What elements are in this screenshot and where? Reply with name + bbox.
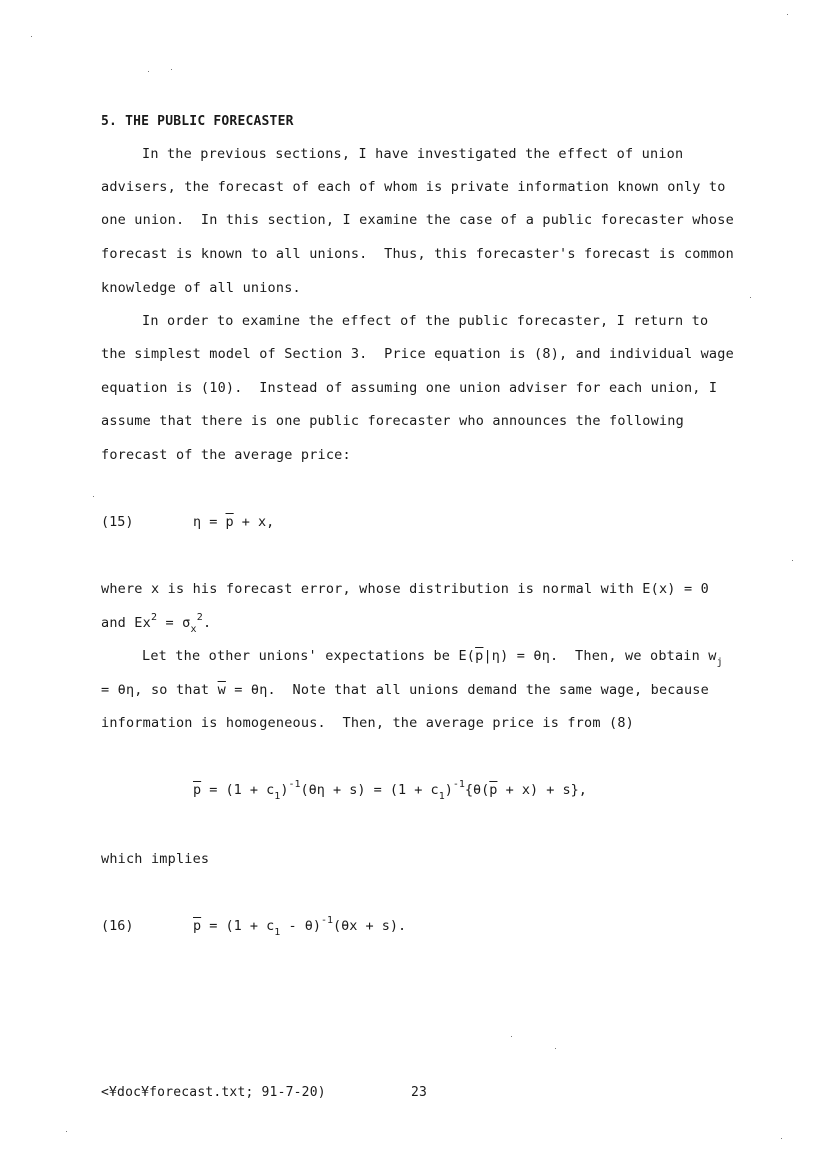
scan-speck — [148, 71, 149, 72]
p-bar: $\overline{p}$ — [225, 514, 234, 530]
text-line: information is homogeneous. Then, the average price is from (8) — [101, 715, 634, 731]
scan-speck — [787, 14, 788, 15]
equation-16 — [193, 915, 407, 938]
eq-text: + x, — [233, 514, 275, 530]
text-line: In order to examine the effect of the public forecaster, I return to — [142, 313, 709, 329]
superscript: -1 — [320, 915, 334, 926]
text-line: In the previous sections, I have investigated the effect of union — [142, 146, 684, 162]
text-span: and Ex — [101, 615, 151, 631]
superscript: -1 — [452, 779, 465, 790]
superscript: 2 — [196, 612, 203, 623]
text-line: advisers, the forecast of each of whom is private information known only to — [101, 179, 726, 195]
subscript: x — [190, 624, 197, 635]
text-line: equation is (10). Instead of assuming one union adviser for each union, I — [101, 380, 718, 396]
text-span: = σ — [157, 615, 191, 631]
text-span: |η) = θη. Then, we obtain w — [483, 648, 717, 664]
eq-text: (θx + s). — [333, 918, 407, 934]
scan-speck — [792, 560, 793, 561]
subscript: j — [716, 657, 723, 668]
text-line: forecast is known to all unions. Thus, this forecaster's forecast is common — [101, 246, 734, 262]
text-line: knowledge of all unions. — [101, 280, 301, 296]
text-line: one union. In this section, I examine the case of a public forecaster whose — [101, 212, 734, 228]
text-line — [101, 612, 212, 635]
scan-speck — [171, 69, 172, 70]
superscript: -1 — [288, 779, 301, 790]
scan-speck — [31, 36, 32, 37]
text-span: = θη. Note that all unions demand the same wage, because — [225, 682, 709, 698]
p-bar: $\overline{p}$ — [489, 782, 498, 798]
equation-average-price — [193, 779, 587, 802]
text-span: Let the other unions' expectations be E( — [142, 648, 476, 664]
w-bar: $\overline{w}$ — [217, 682, 226, 698]
p-bar: $\overline{p}$ — [193, 918, 202, 934]
subscript: 1 — [274, 927, 281, 938]
scan-speck — [93, 496, 94, 497]
eq-text: (θη + s) = (1 + c — [300, 782, 439, 798]
scan-speck — [750, 297, 751, 298]
eq-text: = (1 + c — [201, 918, 275, 934]
superscript: 2 — [150, 612, 158, 623]
text-span: . — [202, 615, 212, 631]
scan-speck — [511, 1036, 512, 1037]
eq-text: ) — [280, 782, 289, 798]
text-span: = θη, so that — [101, 682, 218, 698]
equation-number: (16) — [101, 918, 134, 934]
text-line — [101, 682, 709, 698]
scan-speck — [66, 1131, 67, 1132]
text-line: the simplest model of Section 3. Price equation is (8), and individual wage — [101, 346, 734, 362]
text-line: which implies — [101, 851, 210, 867]
subscript: 1 — [438, 791, 445, 802]
eq-text: = (1 + c — [201, 782, 275, 798]
page-number: 23 — [411, 1085, 428, 1100]
p-bar: $\overline{p}$ — [193, 782, 202, 798]
eq-text: - θ) — [280, 918, 321, 934]
text-line: assume that there is one public forecaster who announces the following — [101, 413, 684, 429]
eq-text: η = — [193, 514, 226, 530]
equation-number: (15) — [101, 514, 134, 530]
text-line: where x is his forecast error, whose distribution is normal with E(x) = 0 — [101, 581, 709, 597]
equation-15 — [193, 514, 274, 530]
text-line: forecast of the average price: — [101, 447, 351, 463]
subscript: 1 — [274, 791, 281, 802]
footer-filename: <¥doc¥forecast.txt; 91-7-20) — [101, 1085, 326, 1100]
scan-speck — [555, 1048, 556, 1049]
eq-text: + x) + s}, — [497, 782, 587, 798]
p-bar: $\overline{p}$ — [475, 648, 484, 664]
section-heading: 5. THE PUBLIC FORECASTER — [101, 114, 294, 129]
text-line — [142, 648, 723, 668]
eq-text: ) — [444, 782, 453, 798]
scan-speck — [781, 1138, 782, 1139]
eq-text: {θ( — [464, 782, 490, 798]
